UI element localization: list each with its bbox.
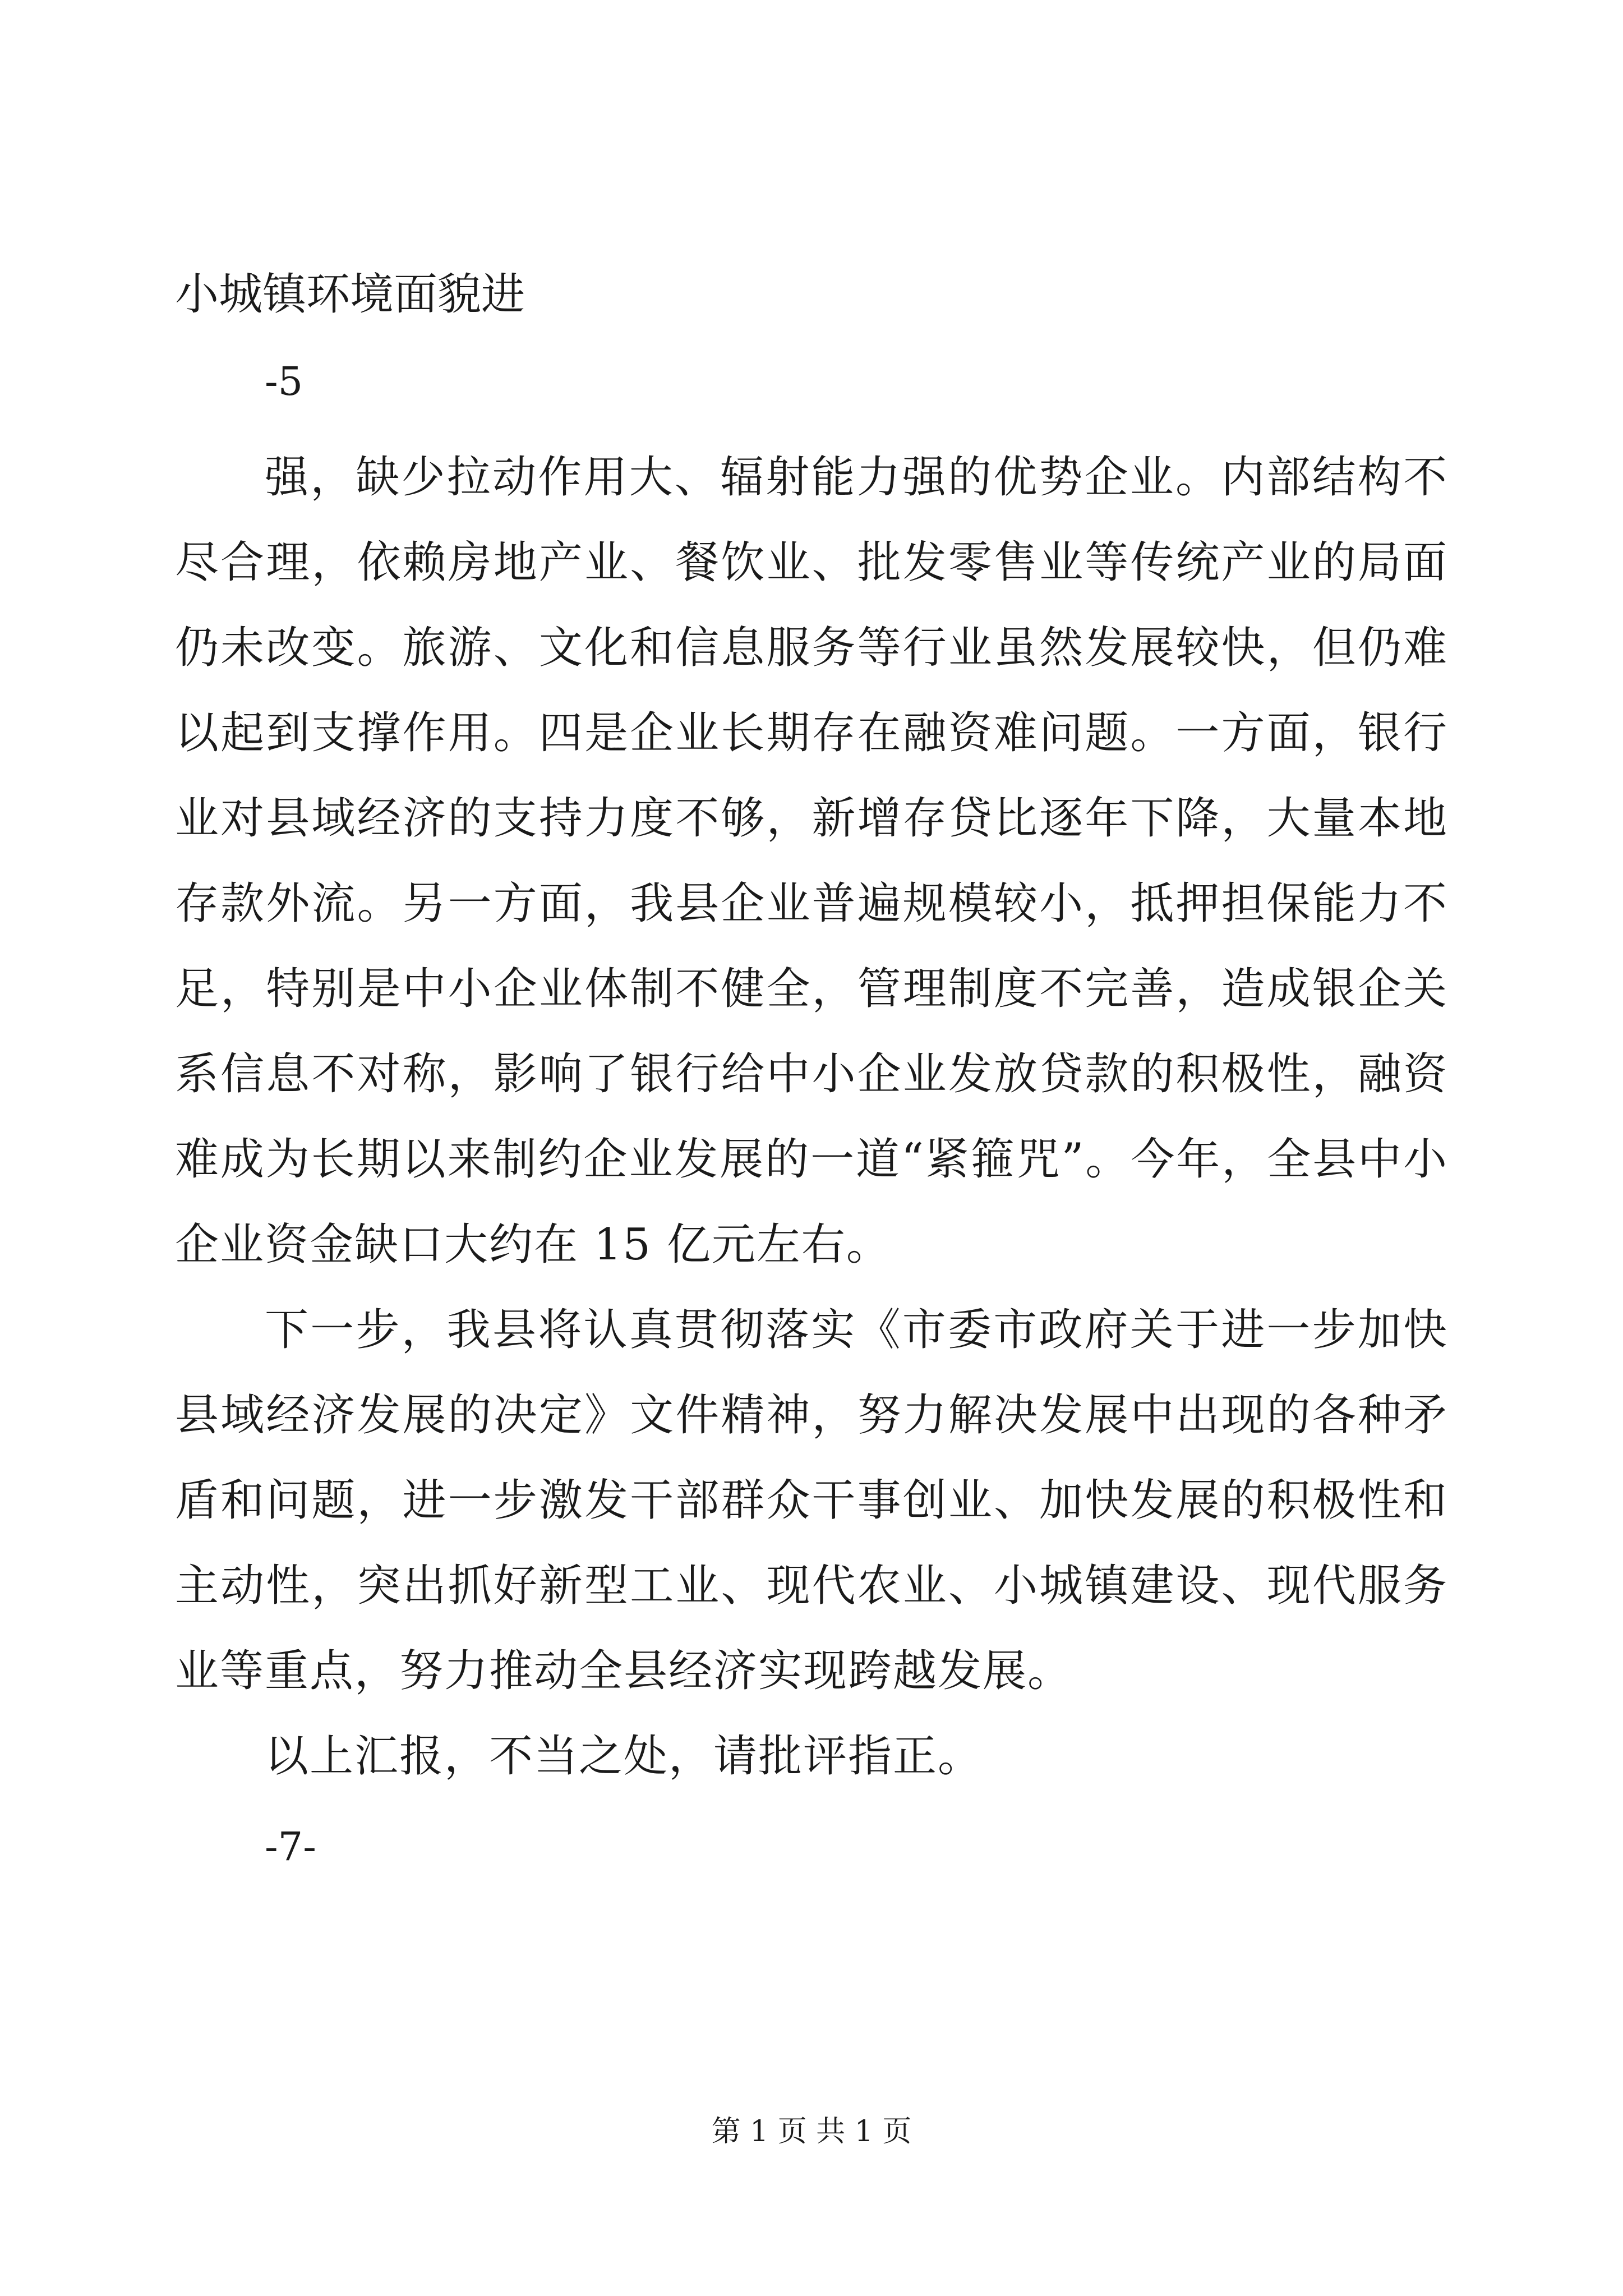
page-marker-bottom: -7- [265,1824,316,1870]
page-marker-top: -5 [265,358,303,404]
page-footer: 第 1 页 共 1 页 [711,2115,912,2148]
section-heading: 小城镇环境面貌进 [175,269,525,320]
document-body [175,264,1448,1917]
closing-line: 以上汇报，不当之处，请批评指正。 [265,1731,983,1782]
body-paragraph-2: 下一步，我县将认真贯彻落实《市委市政府关于进一步加快县域经济发展的决定》文件精神，努力解决发展中出现的各种矛盾和问题，进一步激发干部群众干事创业、加快发展的积极性和主动性，突出抓好新型工业、现代农业、小城镇建设、现代服务业等重点，努力推动全县经济实现跨越发展。 [175,1305,1448,1696]
body-paragraph-1: 强，缺少拉动作用大、辐射能力强的优势企业。内部结构不尽合理，依赖房地产业、餐饮业、批发零售业等传统产业的局面仍未改变。旅游、文化和信息服务等行业虽然发展较快，但仍难以起到支撑作用。四是企业长期存在融资难问题。一方面，银行业对县域经济的支持力度不够，新增存贷比逐年下降，大量本地存款外流。另一方面，我县企业普遍规模较小，抵押担保能力不足，特别是中小企业体制不健全，管理制度不完善，造成银企关系信息不对称，影响了银行给中小企业发放贷款的积极性，融资难成为长期以来制约企业发展的一道“紧箍咒”。今年，全县中小企业资金缺口大约在 15 亿元左右。 [175,452,1448,1270]
